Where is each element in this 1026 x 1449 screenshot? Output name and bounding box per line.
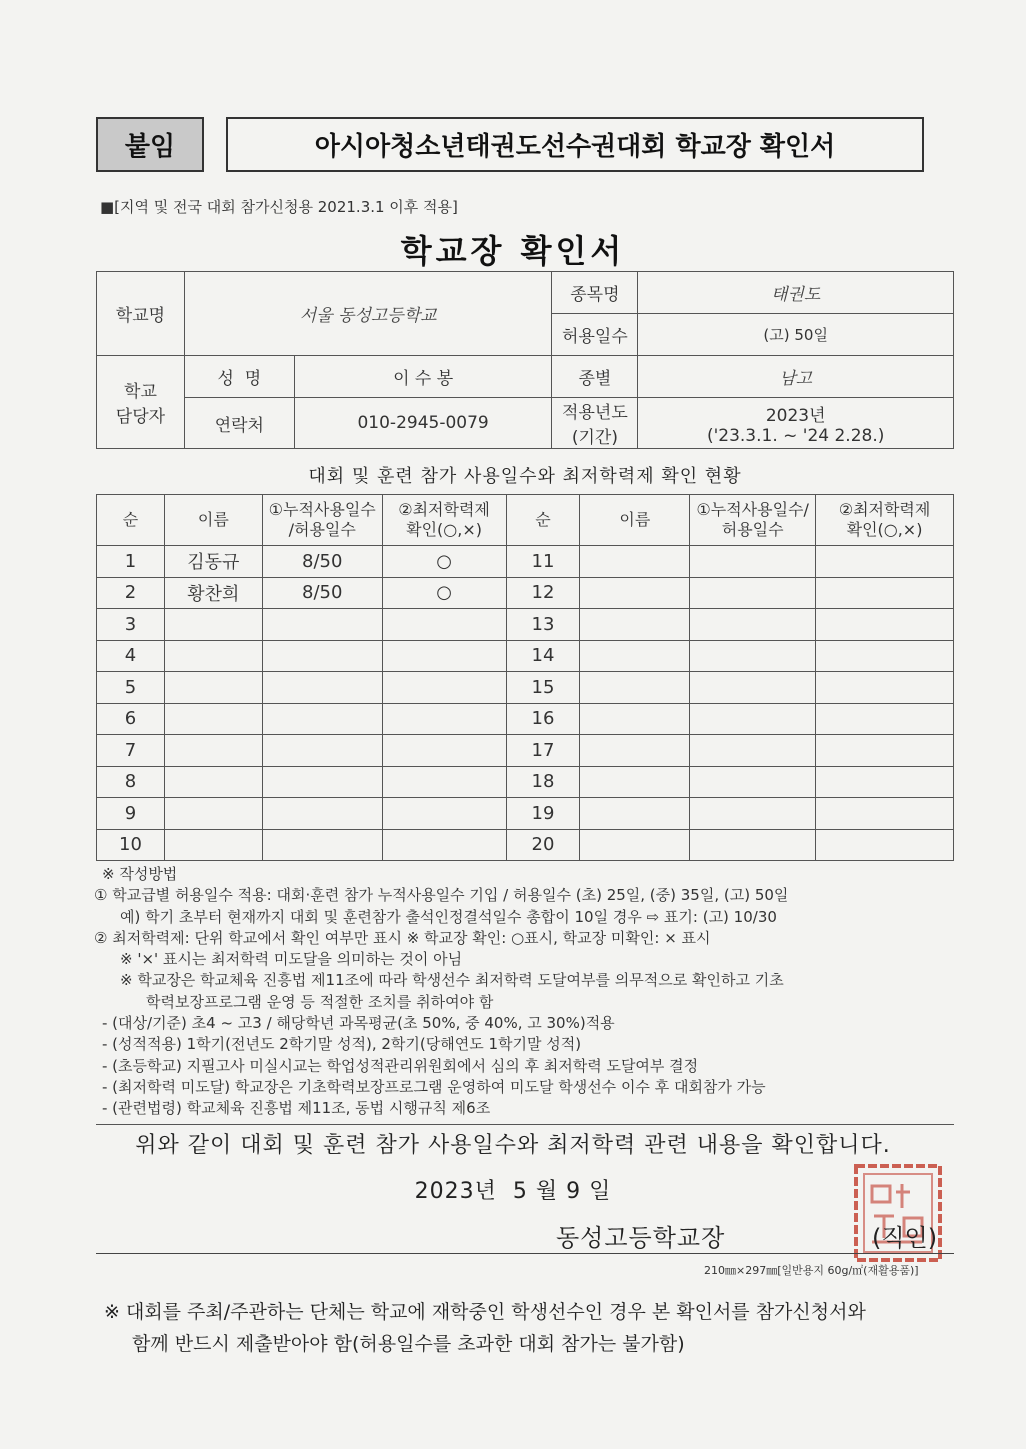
col-header-days-right-line2: 허용일수 [721, 520, 784, 539]
sport-value: 태권도 [638, 272, 954, 314]
col-header-days [262, 495, 382, 546]
section-title: 대회 및 훈련 참가 사용일수와 최저학력제 확인 현황 [308, 466, 742, 487]
allowed-days-value: (고) 50일 [638, 314, 954, 356]
sport-label: 종목명 [552, 272, 638, 314]
row-days [262, 766, 382, 798]
year-value-line1: 2023년 [765, 405, 826, 426]
year-value [638, 398, 954, 449]
row-name [164, 703, 262, 735]
row-days-right [690, 546, 816, 578]
col-header-check-line1: ②최저학력제 [398, 500, 490, 519]
row-no-right: 17 [506, 735, 580, 767]
name-value: 이 수 봉 [294, 356, 552, 398]
contact-label: 연락처 [184, 398, 294, 449]
row-check [382, 703, 506, 735]
form-subnote: ■[지역 및 전국 대회 참가신청용 2021.3.1 이후 적용] [100, 198, 458, 216]
row-days-right [690, 672, 816, 704]
row-check: ○ [382, 577, 506, 609]
col-header-check-right-line2: 확인(○,×) [846, 520, 923, 539]
row-days-right [690, 735, 816, 767]
category-label: 종별 [552, 356, 638, 398]
row-check [382, 609, 506, 641]
row-no: 2 [97, 577, 165, 609]
col-header-no: 순 [97, 495, 165, 546]
row-no-right: 16 [506, 703, 580, 735]
attachment-badge: 붙임 [96, 117, 204, 172]
manager-label-line2: 담당자 [115, 407, 166, 427]
row-days-right [690, 798, 816, 830]
manager-label [97, 356, 185, 449]
page-title: 학교장 확인서 [400, 232, 626, 270]
row-check [382, 798, 506, 830]
row-name [164, 766, 262, 798]
row-no: 9 [97, 798, 165, 830]
row-check [382, 829, 506, 861]
footer-note [104, 1296, 866, 1360]
signed-date: 2023년 5 월 9 일 [414, 1179, 612, 1204]
row-name [164, 798, 262, 830]
row-no: 5 [97, 672, 165, 704]
row-name [164, 609, 262, 641]
row-days-right [690, 829, 816, 861]
table-header-row [97, 495, 954, 546]
col-header-check-right [816, 495, 954, 546]
row-no-right: 13 [506, 609, 580, 641]
row-no: 1 [97, 546, 165, 578]
note-line: - (성적적용) 1학기(전년도 2학기말 성적), 2학기(당해연도 1학기말 성적) [102, 1035, 582, 1054]
row-no-right: 15 [506, 672, 580, 704]
name-label: 성 명 [184, 356, 294, 398]
col-header-days-line2: /허용일수 [288, 520, 356, 539]
instructions [94, 864, 954, 1120]
table-row [97, 829, 954, 861]
row-name-right [580, 798, 690, 830]
row-check [382, 640, 506, 672]
info-table [96, 271, 954, 449]
row-check-right [816, 829, 954, 861]
header-title: 아시아청소년태권도선수권대회 학교장 확인서 [226, 117, 924, 172]
divider [96, 1253, 954, 1254]
note-line: ※ '×' 표시는 최저학력 미도달을 의미하는 것이 아님 [120, 950, 463, 969]
row-no-right: 14 [506, 640, 580, 672]
row-check-right [816, 546, 954, 578]
table-row [97, 609, 954, 641]
paper-spec: 210㎜×297㎜[일반용지 60g/㎡(재활용품)] [704, 1264, 919, 1277]
row-check [382, 766, 506, 798]
table-row [97, 798, 954, 830]
note-line: 학력보장프로그램 운영 등 적절한 조치를 취하여야 함 [146, 992, 494, 1011]
table-row [97, 766, 954, 798]
row-days: 8/50 [262, 577, 382, 609]
note-line: ② 최저학력제: 단위 학교에서 확인 여부만 표시 ※ 학교장 확인: ○표시, 학교장 미확인: × 표시 [94, 928, 711, 947]
participant-table [96, 494, 954, 861]
row-no: 8 [97, 766, 165, 798]
year-label-line2: (기간) [571, 428, 618, 448]
row-days-right [690, 577, 816, 609]
row-name [164, 640, 262, 672]
row-name-right [580, 703, 690, 735]
row-days [262, 703, 382, 735]
row-check-right [816, 798, 954, 830]
contact-value: 010-2945-0079 [294, 398, 552, 449]
row-name-right [580, 735, 690, 767]
manager-label-line1: 학교 [124, 382, 157, 402]
note-line: 예) 학기 초부터 현재까지 대회 및 훈련참가 출석인정결석일수 총합이 10일 경우 ⇨ 표기: (고) 10/30 [120, 907, 777, 926]
row-name-right [580, 609, 690, 641]
row-days [262, 735, 382, 767]
row-days-right [690, 640, 816, 672]
row-check-right [816, 640, 954, 672]
note-line: - (초등학교) 지필고사 미실시교는 학업성적관리위원회에서 심의 후 최저학력 도달여부 결정 [102, 1056, 699, 1075]
row-days [262, 640, 382, 672]
note-line: ① 학교급별 허용일수 적용: 대회·훈련 참가 누적사용일수 기입 / 허용일수 (초) 25일, (중) 35일, (고) 50일 [94, 886, 789, 905]
row-check-right [816, 766, 954, 798]
note-line: ※ 학교장은 학교체육 진흥법 제11조에 따라 학생선수 최저학력 도달여부를 의무적으로 확인하고 기초 [120, 971, 784, 990]
col-header-name-right: 이름 [580, 495, 690, 546]
row-check: ○ [382, 546, 506, 578]
seal-label: (직인) [872, 1224, 938, 1252]
row-no-right: 11 [506, 546, 580, 578]
note-line: - (관련법령) 학교체육 진흥법 제11조, 동법 시행규칙 제6조 [102, 1099, 491, 1118]
row-name: 황찬희 [164, 577, 262, 609]
footer-line: ※ 대회를 주최/주관하는 단체는 학교에 재학중인 학생선수인 경우 본 확인서를 참가신청서와 [104, 1301, 866, 1323]
allowed-days-label: 허용일수 [552, 314, 638, 356]
row-days [262, 829, 382, 861]
row-no: 10 [97, 829, 165, 861]
row-no-right: 20 [506, 829, 580, 861]
table-row [97, 672, 954, 704]
row-check-right [816, 703, 954, 735]
row-name [164, 829, 262, 861]
col-header-check-line2: 확인(○,×) [406, 520, 482, 539]
principal-name: 동성고등학교장 [556, 1224, 726, 1252]
table-row [97, 703, 954, 735]
row-no-right: 12 [506, 577, 580, 609]
row-name-right [580, 766, 690, 798]
col-header-no-right: 순 [506, 495, 580, 546]
row-name-right [580, 672, 690, 704]
confirm-statement: 위와 같이 대회 및 훈련 참가 사용일수와 최저학력 관련 내용을 확인합니다. [135, 1133, 891, 1158]
row-no: 4 [97, 640, 165, 672]
school-value: 서울 동성고등학교 [184, 272, 552, 356]
table-row [97, 640, 954, 672]
row-check [382, 735, 506, 767]
row-name-right [580, 829, 690, 861]
year-label-line1: 적용년도 [562, 403, 628, 423]
row-no-right: 19 [506, 798, 580, 830]
row-no: 3 [97, 609, 165, 641]
note-line: ※ 작성방법 [102, 865, 178, 883]
col-header-check [382, 495, 506, 546]
table-row [97, 735, 954, 767]
year-value-line2: ('23.3.1. ~ '24 2.28.) [706, 425, 885, 446]
row-name [164, 735, 262, 767]
table-row [97, 577, 954, 609]
school-label: 학교명 [97, 272, 185, 356]
col-header-days-right [690, 495, 816, 546]
col-header-days-line1: ①누적사용일수 [268, 500, 376, 519]
row-name-right [580, 577, 690, 609]
note-line: - (대상/기준) 초4 ~ 고3 / 해당학년 과목평균(초 50%, 중 40%, 고 30%)적용 [102, 1014, 615, 1033]
col-header-days-right-line1: ①누적사용일수/ [696, 500, 809, 519]
row-no: 7 [97, 735, 165, 767]
row-days-right [690, 609, 816, 641]
row-days-right [690, 766, 816, 798]
row-check [382, 672, 506, 704]
footer-line: 함께 반드시 제출받아야 함(허용일수를 초과한 대회 참가는 불가함) [132, 1333, 685, 1355]
row-no-right: 18 [506, 766, 580, 798]
row-days [262, 798, 382, 830]
row-name-right [580, 546, 690, 578]
category-value: 남고 [638, 356, 954, 398]
row-days-right [690, 703, 816, 735]
row-name: 김동규 [164, 546, 262, 578]
divider [96, 1124, 954, 1125]
col-header-name: 이름 [164, 495, 262, 546]
note-line: - (최저학력 미도달) 학교장은 기초학력보장프로그램 운영하여 미도달 학생선수 이수 후 대회참가 가능 [102, 1077, 766, 1096]
row-check-right [816, 609, 954, 641]
year-label [552, 398, 638, 449]
row-check-right [816, 735, 954, 767]
row-days [262, 609, 382, 641]
row-days: 8/50 [262, 546, 382, 578]
col-header-check-right-line1: ②최저학력제 [838, 500, 931, 519]
row-no: 6 [97, 703, 165, 735]
row-days [262, 672, 382, 704]
row-name-right [580, 640, 690, 672]
row-check-right [816, 672, 954, 704]
row-check-right [816, 577, 954, 609]
table-row [97, 546, 954, 578]
row-name [164, 672, 262, 704]
